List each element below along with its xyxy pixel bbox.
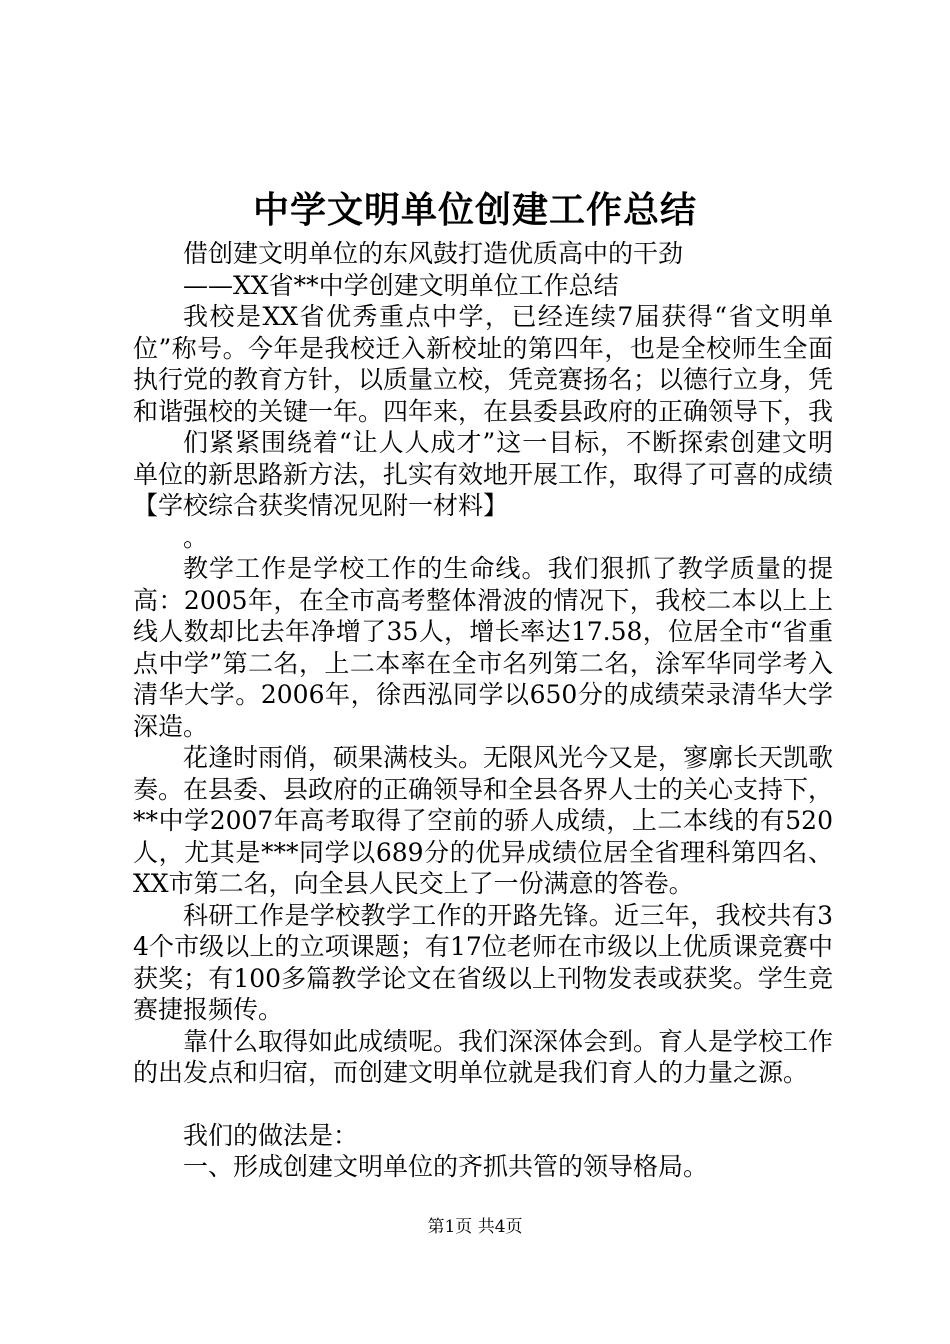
section-heading: 一、形成创建文明单位的齐抓共管的领导格局。 <box>183 1152 709 1181</box>
subtitle-line-2: ——XX省**中学创建文明单位工作总结 <box>183 270 619 300</box>
document-body <box>133 238 833 1183</box>
paragraph: 我校是XX省优秀重点中学，已经连续7届获得“省文明单位”称号。今年是我校迁入新校址的第四年，也是全校师生全面执行党的教育方针，以质量立校，凭竞赛扬名；以德行立身，凭和谐强校的关键一年。四年来，在县委县政府的正确领导下，我 <box>133 302 834 426</box>
paragraph: 花逢时雨俏，硕果满枝头。无限风光今又是，寥廓长天凯歌奏。在县委、县政府的正确领导和全县各界人士的关心支持下，**中学2007年高考取得了空前的骄人成绩，上二本线的有520人，尤其是***同学以689分的优异成绩位居全省理科第四名、XX市第二名，向全县人民交上了一份满意的答卷。 <box>133 743 834 898</box>
paragraph: 们紧紧围绕着“让人人成才”这一目标，不断探索创建文明单位的新思路新方法，扎实有效地开展工作，取得了可喜的成绩【学校综合获奖情况见附一材料】 <box>133 428 834 520</box>
paragraph-fragment: 。 <box>183 522 209 552</box>
document-title: 中学文明单位创建工作总结 <box>252 189 697 231</box>
page-footer: 第1页 共4页 <box>427 1217 523 1237</box>
subtitle-line: 借创建文明单位的东风鼓打造优质高中的干劲 <box>183 239 684 268</box>
paragraph: 科研工作是学校教学工作的开路先锋。近三年，我校共有34个市级以上的立项课题；有17位老师在市级以上优质课竞赛中获奖；有100多篇教学论文在省级以上刊物发表或获奖。学生竞赛捷报频传。 <box>133 900 833 1024</box>
paragraph: 教学工作是学校工作的生命线。我们狠抓了教学质量的提高：2005年，在全市高考整体滑波的情况下，我校二本以上上线人数却比去年净增了35人，增长率达17.58，位居全市“省重点中学”第二名，上二本率在全市名列第二名，涂军华同学考入清华大学。2006年，徐西泓同学以650分的成绩荣录清华大学深造。 <box>133 554 833 741</box>
paragraph: 靠什么取得如此成绩呢。我们深深体会到。育人是学校工作的出发点和归宿，而创建文明单位就是我们育人的力量之源。 <box>133 1026 834 1087</box>
paragraph: 我们的做法是： <box>183 1120 359 1150</box>
